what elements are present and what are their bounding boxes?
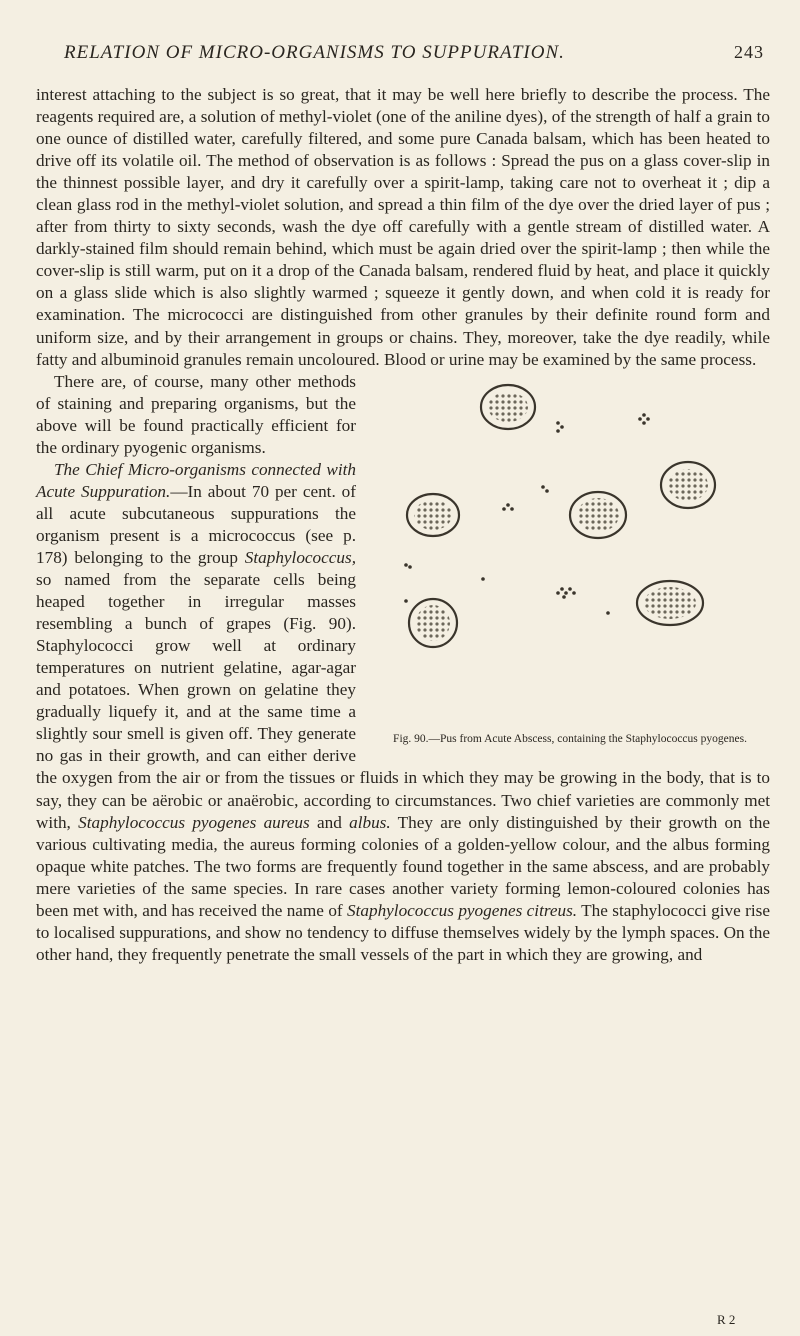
paragraph-staining-method: interest attaching to the subject is so great, that it may be well here briefly to describe the process. The reagents required are, a solution of methyl-violet (one of the aniline dyes), of the strength of half a grain to one ounce of distilled water, carefully filtered, and some pure Canada balsam, which has been heated to drive off its volatile oil. The method of observation is as follows : Spread the pus on a glass cover-slip in the thinnest possible layer, and dry it carefully over a spirit-lamp, taking care not to overheat it ; dip a clean glass rod in the methyl-violet solution, and spread a thin film of the dye over the dried layer of pus ; after from thirty to sixty seconds, wash the dye off carefully with a gentle stream of distilled water. A darkly-stained film should remain behind, which must be again dried over the spirit-lamp ; then while the cover-slip is still warm, put on it a drop of the Canada balsam, rendered fluid by heat, and place it quickly on a glass slide which is also slightly warmed ; squeeze it gently down, and when cold it is ready for examination. The micrococci are distinguished from other granules by their definite round form and uniform size, and by their arrangement in groups or chains. They, moreover, take the dye readily, while fatty and albuminoid granules remain uncoloured. Blood or urine may be examined by the same process. [36, 85, 770, 369]
paragraph-chief-micro-organisms: The Chief Micro-organisms connected with Acute Suppuration.—In about 70 per cent. of all acute subcutaneous suppurations the organism present is a micrococcus (see p. 178) belonging to the group Staphylococcus, so named from the separate cells being heaped together in irregular masses resembling a bunch of grapes (Fig. 90). Staphylococci grow well at ordinary temperatures on nutrient gelatine, agar-agar and potatoes. When grown on gelatine they gradually liquefy it, and at the same time a slightly sour smell is given off. They generate no gas in their growth, and can either derive the oxygen from the air or from the tissues or fluids in which they may be growing in the body, that is to say, they can be aërobic or anaërobic, according to circumstances. Two chief varieties are commonly met with, Staphylococcus pyogenes aureus and albus. They are only distinguished by their growth on the various cultivating media, the aureus forming colonies of a golden-yellow colour, and the albus forming opaque white patches. The two forms are frequently found together in the same abscess, and are probably mere varieties of the same species. In rare cases another variety forming lemon-coloured colonies has been met with, and has received the name of Staphylococcus pyogenes citreus. The staphylococci give rise to localised suppurations, and show no tendency to diffuse themselves widely by the lymph spaces. On the other hand, they frequently penetrate the small vessels of the part in which they are growing, and [36, 459, 770, 964]
pus-cell [661, 462, 715, 508]
pus-cell [481, 385, 535, 429]
figure-90 [370, 375, 770, 763]
species-citreus: Staphylococcus pyogenes citreus. [347, 900, 578, 920]
pus-cell [637, 581, 703, 625]
species-albus: albus. [349, 812, 391, 832]
pus-cell [570, 492, 626, 538]
section-heading: The Chief Micro-organisms connected with Acute Suppuration. [36, 459, 356, 501]
running-title: RELATION OF MICRO-ORGANISMS TO SUPPURATION. [64, 42, 565, 63]
micrococci-illustration [398, 375, 738, 735]
page-number: 243 [734, 42, 764, 62]
figure-caption: Fig. 90.—Pus from Acute Abscess, containing the Staphylococcus pyogenes. [393, 732, 747, 745]
genus-name: Staphylococcus, [244, 547, 356, 567]
species-aureus: Staphylococcus pyogenes aureus [78, 812, 310, 832]
running-header [64, 42, 764, 64]
pus-cell [407, 494, 459, 536]
pus-cell [409, 599, 457, 647]
paragraph-other-methods: There are, of course, many other methods of staining and preparing organisms, but the above will be found practically efficient for the ordinary pyogenic organisms. [36, 371, 356, 457]
body-text [36, 84, 770, 966]
signature-mark: R 2 [717, 1312, 736, 1327]
